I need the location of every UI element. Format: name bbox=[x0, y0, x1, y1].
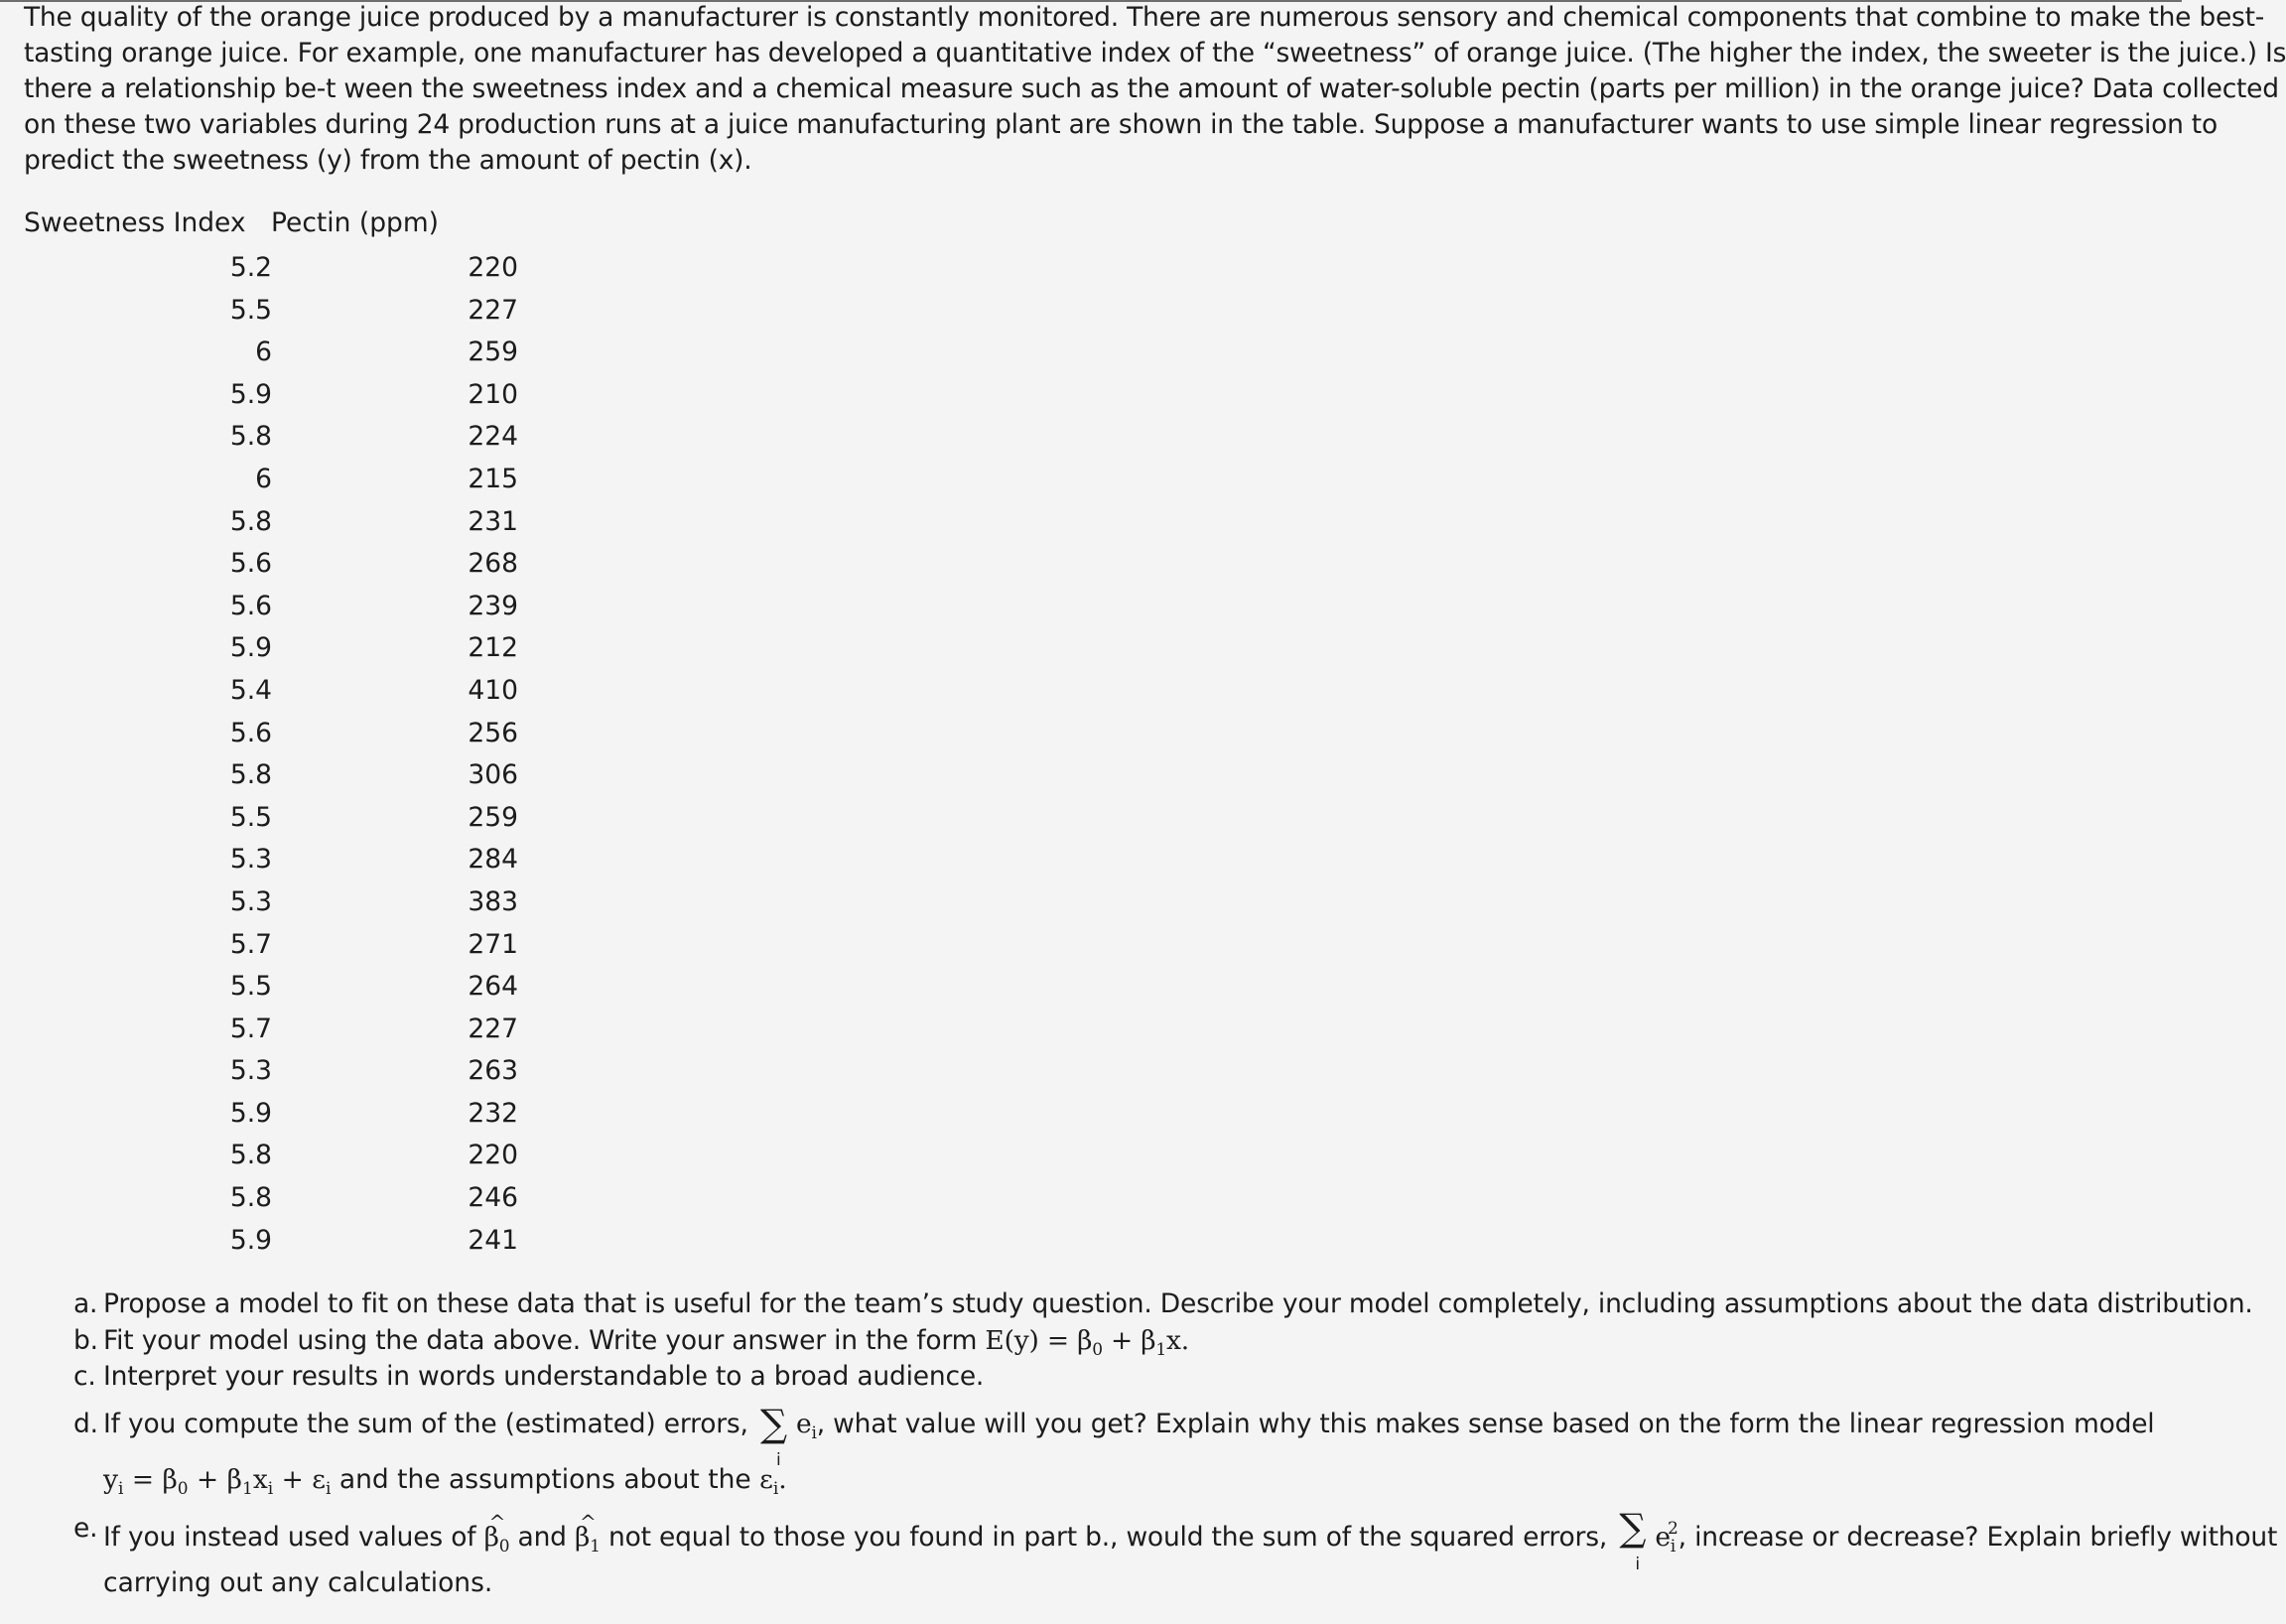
pectin-value: 271 bbox=[468, 928, 518, 960]
table-row bbox=[0, 463, 596, 505]
sweetness-value: 5.9 bbox=[229, 1097, 272, 1129]
pectin-value: 263 bbox=[468, 1055, 518, 1087]
pectin-value: 231 bbox=[468, 505, 518, 537]
pectin-value: 210 bbox=[468, 378, 518, 410]
pectin-value: 268 bbox=[468, 548, 518, 580]
question-text: Interpret your results in words understandable to a broad audience. bbox=[103, 1361, 985, 1392]
question-label: d. bbox=[73, 1409, 98, 1439]
data-table bbox=[0, 251, 596, 1266]
question-label: b. bbox=[73, 1325, 98, 1356]
table-row bbox=[0, 801, 596, 844]
problem-intro bbox=[24, 0, 2286, 179]
sweetness-value: 5.3 bbox=[229, 1055, 272, 1087]
table-row bbox=[0, 294, 596, 337]
question-text: If you compute the sum of the (estimated) errors, ∑ i $e_i$, what value will you get? Explain why this makes sense based on the form the linear regression model bbox=[103, 1402, 2155, 1470]
question-e-continued: carrying out any calculations. bbox=[103, 1567, 493, 1598]
beta1-hat: ^ $\beta_1$ bbox=[575, 1521, 601, 1563]
table-row bbox=[0, 336, 596, 378]
regression-equation: $y_i = \beta_0 + \beta_1x_i + \varepsilon_i$ bbox=[103, 1464, 332, 1499]
sweetness-value: 6 bbox=[255, 337, 272, 368]
pectin-value: 246 bbox=[468, 1182, 518, 1214]
sweetness-value: 5.5 bbox=[229, 294, 272, 326]
table-row bbox=[0, 758, 596, 801]
intro-line: predict the sweetness (y) from the amount of pectin (x). bbox=[24, 145, 752, 176]
table-row bbox=[0, 1139, 596, 1181]
sweetness-value: 5.6 bbox=[229, 717, 272, 748]
pectin-value: 284 bbox=[468, 844, 518, 876]
table-row bbox=[0, 717, 596, 759]
pectin-value: 383 bbox=[468, 885, 518, 917]
table-row bbox=[0, 970, 596, 1013]
table-row bbox=[0, 885, 596, 928]
table-row bbox=[0, 631, 596, 674]
pectin-value: 259 bbox=[468, 801, 518, 833]
table-row bbox=[0, 1054, 596, 1097]
intro-line: The quality of the orange juice produced by a manufacturer is constantly monitored. There are numerous sensory and chemical components that combine to make the best- bbox=[24, 2, 2265, 33]
pectin-value: 232 bbox=[468, 1097, 518, 1129]
pectin-value: 220 bbox=[468, 252, 518, 283]
table-row bbox=[0, 1224, 596, 1267]
pectin-value: 264 bbox=[468, 971, 518, 1003]
table-row bbox=[0, 590, 596, 632]
table-row bbox=[0, 505, 596, 548]
sweetness-value: 5.8 bbox=[229, 759, 272, 791]
pectin-value: 410 bbox=[468, 674, 518, 706]
sweetness-value: 6 bbox=[255, 463, 272, 494]
pectin-value: 227 bbox=[468, 294, 518, 326]
header-sweetness-index: Sweetness Index bbox=[24, 207, 246, 238]
pectin-value: 306 bbox=[468, 759, 518, 791]
table-row bbox=[0, 378, 596, 421]
sweetness-value: 5.3 bbox=[229, 844, 272, 876]
sum-symbol: ∑ i bbox=[760, 1402, 787, 1470]
table-row bbox=[0, 928, 596, 971]
intro-line: on these two variables during 24 production runs at a juice manufacturing plant are shown in the table. Suppose a manufacturer wants to use simple linear regression to bbox=[24, 109, 2218, 140]
question-label: c. bbox=[73, 1361, 96, 1392]
sum-symbol: ∑ i bbox=[1619, 1506, 1647, 1574]
sweetness-value: 5.8 bbox=[229, 505, 272, 537]
question-text: Propose a model to fit on these data that is useful for the team’s study question. Describe your model completely, including assumptions about the data distribution. bbox=[103, 1288, 2253, 1319]
table-row bbox=[0, 420, 596, 463]
model-equation: $E(y) = \beta_0 + \beta_1x$. bbox=[985, 1325, 1189, 1360]
sweetness-value: 5.9 bbox=[229, 378, 272, 410]
sweetness-value: 5.9 bbox=[229, 1224, 272, 1256]
sweetness-value: 5.8 bbox=[229, 1182, 272, 1214]
table-row bbox=[0, 674, 596, 717]
pectin-value: 259 bbox=[468, 337, 518, 368]
pectin-value: 220 bbox=[468, 1140, 518, 1171]
intro-line: there a relationship be-t ween the sweetness index and a chemical measure such as the amount of water-soluble pectin (parts per million) in the orange juice? Data collected bbox=[24, 73, 2279, 104]
sweetness-value: 5.3 bbox=[229, 885, 272, 917]
sweetness-value: 5.8 bbox=[229, 421, 272, 453]
table-row bbox=[0, 843, 596, 885]
table-row bbox=[0, 1181, 596, 1224]
question-label: e. bbox=[73, 1513, 98, 1544]
intro-line: tasting orange juice. For example, one manufacturer has developed a quantitative index of the “sweetness” of orange juice. (The higher the index, the sweeter is the juice.) Is bbox=[24, 38, 2286, 68]
sweetness-value: 5.7 bbox=[229, 1013, 272, 1044]
sweetness-value: 5.5 bbox=[229, 971, 272, 1003]
pectin-value: 227 bbox=[468, 1013, 518, 1044]
sweetness-value: 5.4 bbox=[229, 674, 272, 706]
question-label: a. bbox=[73, 1288, 98, 1319]
sweetness-value: 5.7 bbox=[229, 928, 272, 960]
question-text: Fit your model using the data above. Write your answer in the form $E(y) = \beta_0 + \beta_1x$. bbox=[103, 1325, 1189, 1360]
beta0-hat: ^ $\beta_0$ bbox=[484, 1521, 510, 1563]
pectin-value: 241 bbox=[468, 1224, 518, 1256]
pectin-value: 239 bbox=[468, 590, 518, 621]
sweetness-value: 5.6 bbox=[229, 590, 272, 621]
sweetness-value: 5.6 bbox=[229, 548, 272, 580]
pectin-value: 212 bbox=[468, 632, 518, 664]
sweetness-value: 5.2 bbox=[229, 252, 272, 283]
header-pectin: Pectin (ppm) bbox=[271, 207, 440, 238]
table-row bbox=[0, 251, 596, 294]
question-d-continued: $y_i = \beta_0 + \beta_1x_i + \varepsilon_i$ and the assumptions about the $\varepsilon_i$. bbox=[103, 1464, 787, 1499]
sweetness-value: 5.9 bbox=[229, 632, 272, 664]
pectin-value: 256 bbox=[468, 717, 518, 748]
table-row bbox=[0, 1097, 596, 1140]
sweetness-value: 5.5 bbox=[229, 801, 272, 833]
table-row bbox=[0, 1013, 596, 1055]
question-text: If you instead used values of ^ $\beta_0$ and ^ $\beta_1$ not equal to those you found in part b., would the sum of the squared errors, ∑ i $e_i^2$, increase or decrease? Explain briefly without bbox=[103, 1512, 2277, 1563]
pectin-value: 215 bbox=[468, 463, 518, 494]
table-row bbox=[0, 547, 596, 590]
sweetness-value: 5.8 bbox=[229, 1140, 272, 1171]
pectin-value: 224 bbox=[468, 421, 518, 453]
